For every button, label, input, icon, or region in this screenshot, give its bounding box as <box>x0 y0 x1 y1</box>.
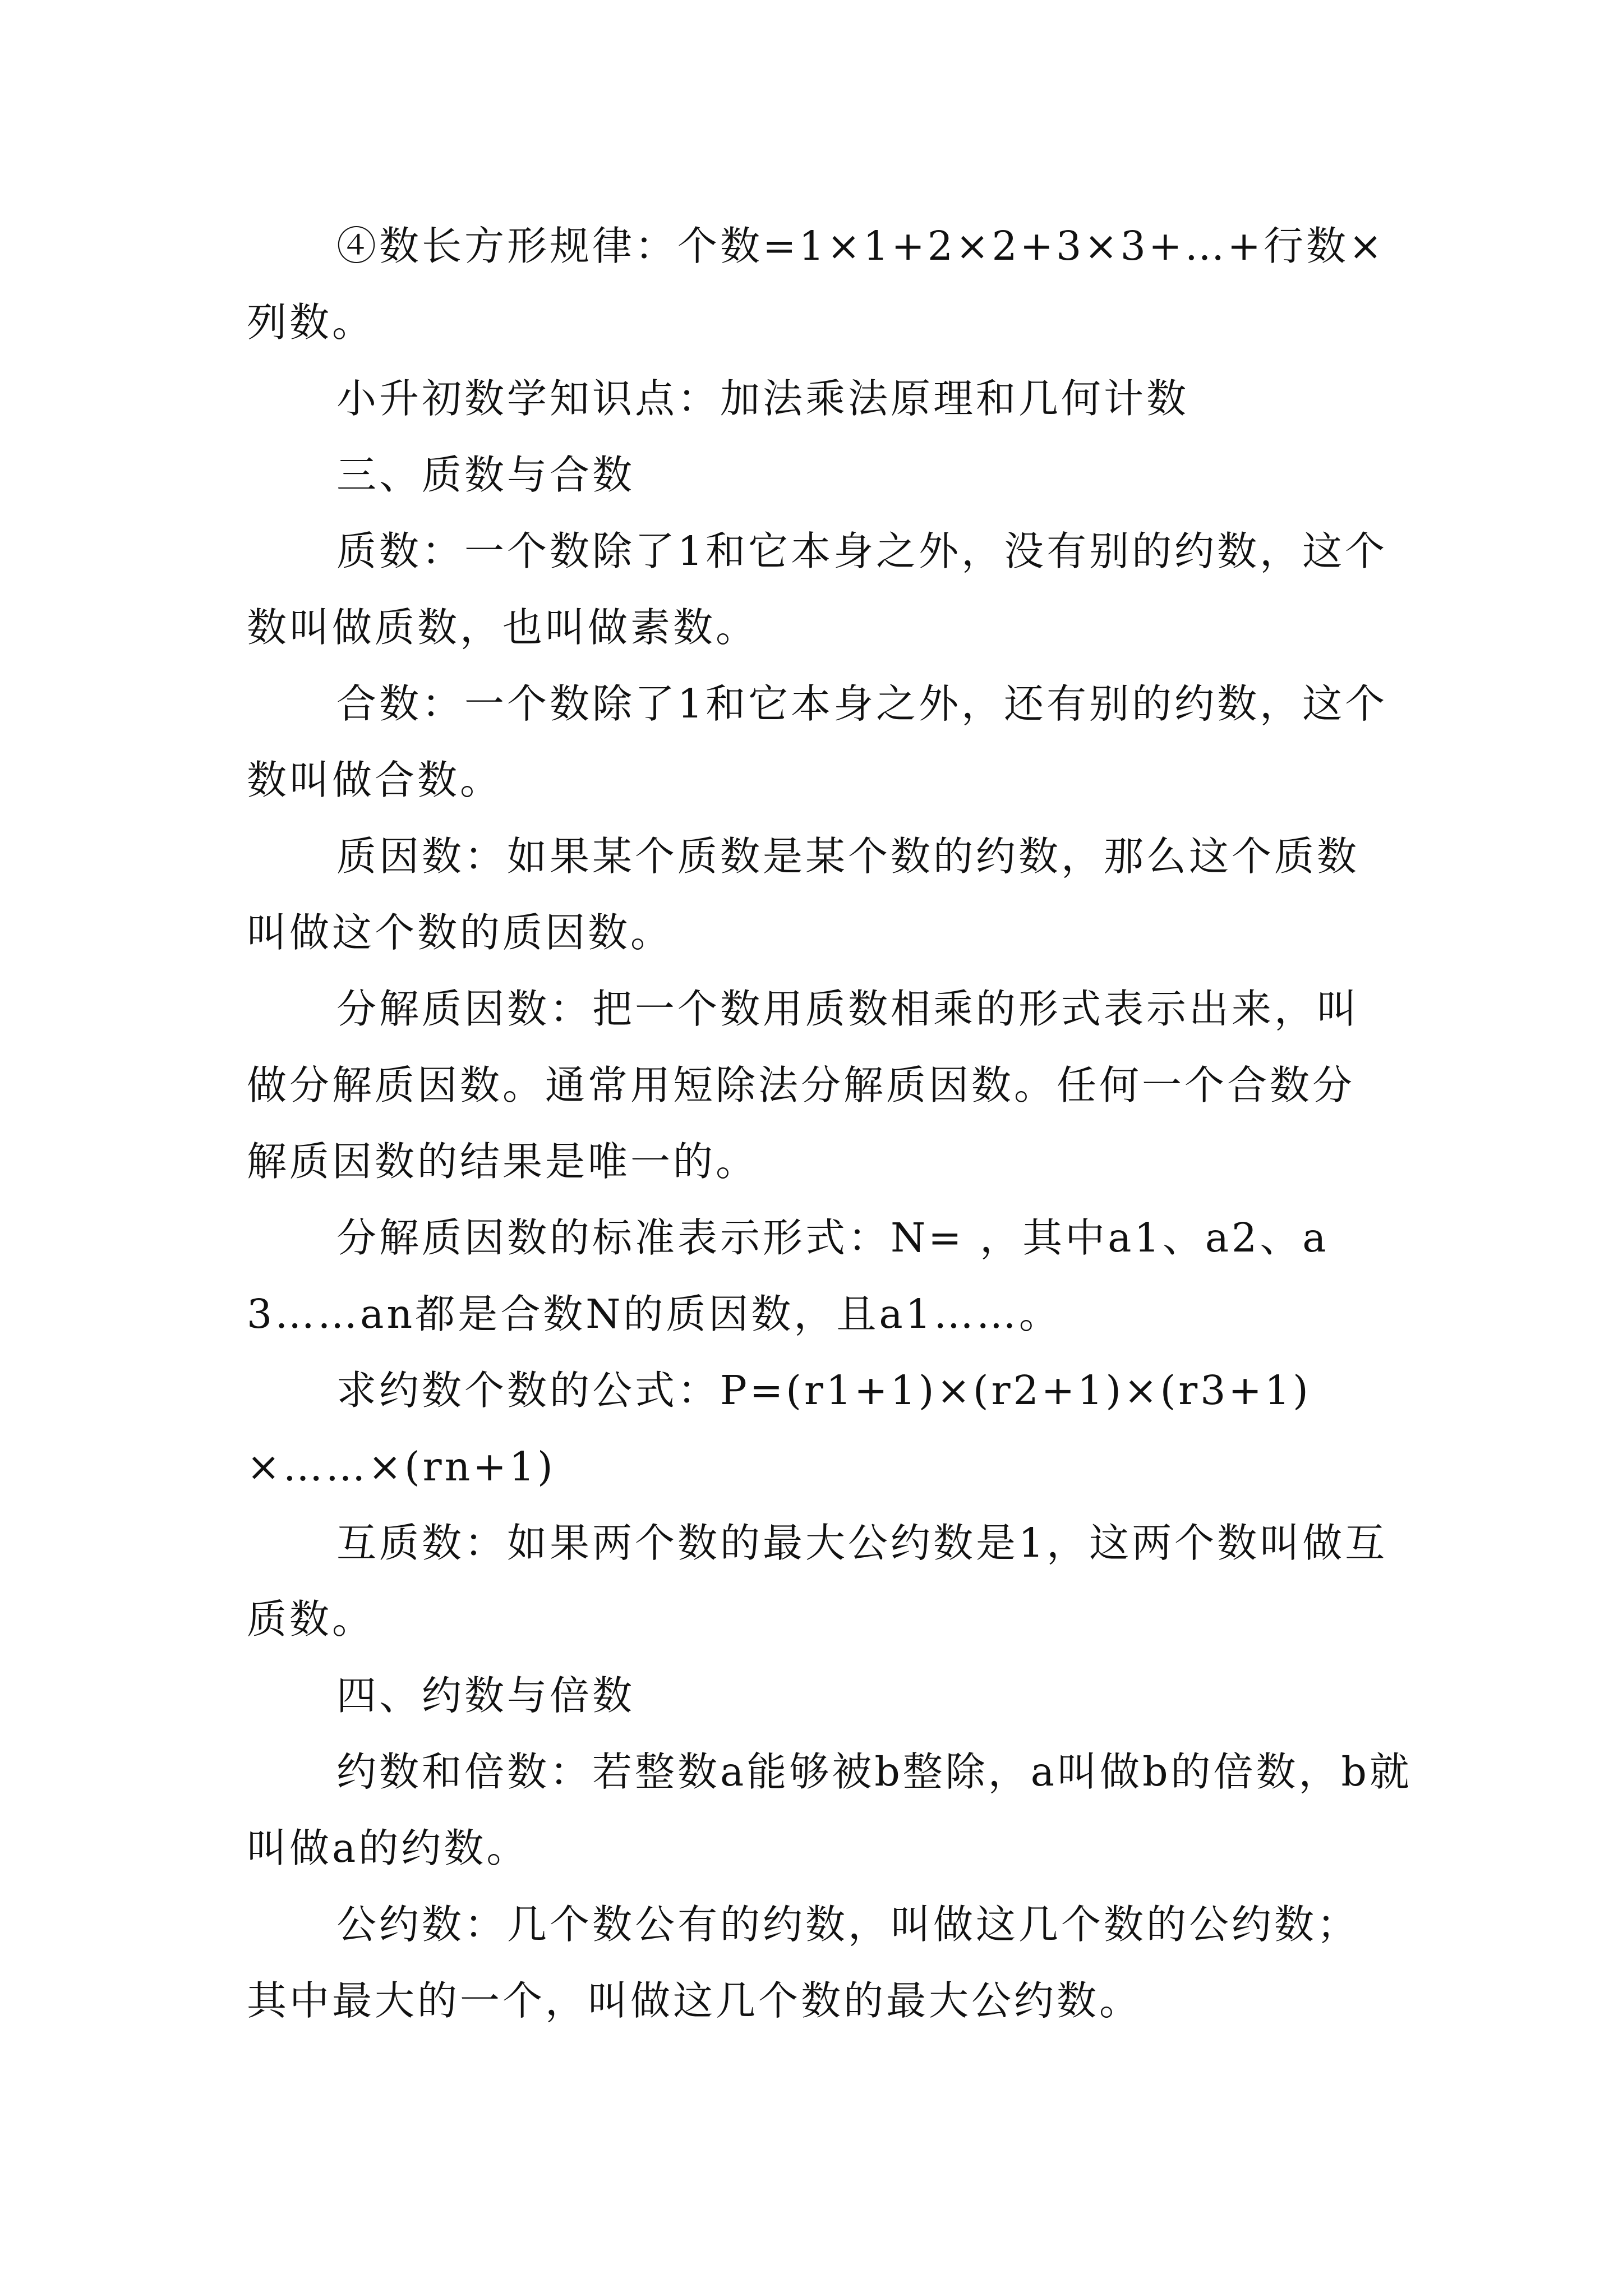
paragraph-composite-definition: 合数：一个数除了1和它本身之外，还有别的约数，这个数叫做合数。 <box>247 680 1388 803</box>
paragraph-standard-form: 分解质因数的标准表示形式：N= ，其中a1、a2、a3……an都是合数N的质因数，且a1……。 <box>247 1214 1329 1337</box>
paragraph-prime-definition: 质数：一个数除了1和它本身之外，没有别的约数，这个数叫做质数，也叫做素数。 <box>247 528 1388 651</box>
paragraph-divisor-and-multiple: 约数和倍数：若整数a能够被b整除，a叫做b的倍数，b就叫做a的约数。 <box>247 1749 1413 1871</box>
paragraph-common-divisor: 公约数：几个数公有的约数，叫做这几个数的公约数；其中最大的一个，叫做这几个数的最大公约数。 <box>247 1901 1360 2024</box>
paragraph-prime-factor: 质因数：如果某个质数是某个数的约数，那么这个质数叫做这个数的质因数。 <box>247 833 1360 956</box>
paragraph-section-title: 小升初数学知识点：加法乘法原理和几何计数 <box>336 375 1189 422</box>
heading-prime-composite: 三、质数与合数 <box>336 452 635 498</box>
paragraph-factorization: 分解质因数：把一个数用质数相乘的形式表示出来，叫做分解质因数。通常用短除法分解质因数。任何一个合数分解质因数的结果是唯一的。 <box>247 986 1360 1185</box>
heading-divisor-multiple: 四、约数与倍数 <box>336 1672 635 1719</box>
paragraph-coprime: 互质数：如果两个数的最大公约数是1，这两个数叫做互质数。 <box>247 1520 1388 1642</box>
paragraph-rectangle-count-rule: ④数长方形规律：个数=1×1+2×2+3×3+…+行数×列数。 <box>247 223 1385 346</box>
paragraph-divisor-count-formula: 求约数个数的公式：P=(r1+1)×(r2+1)×(r3+1)×……×(rn+1) <box>247 1367 1311 1490</box>
